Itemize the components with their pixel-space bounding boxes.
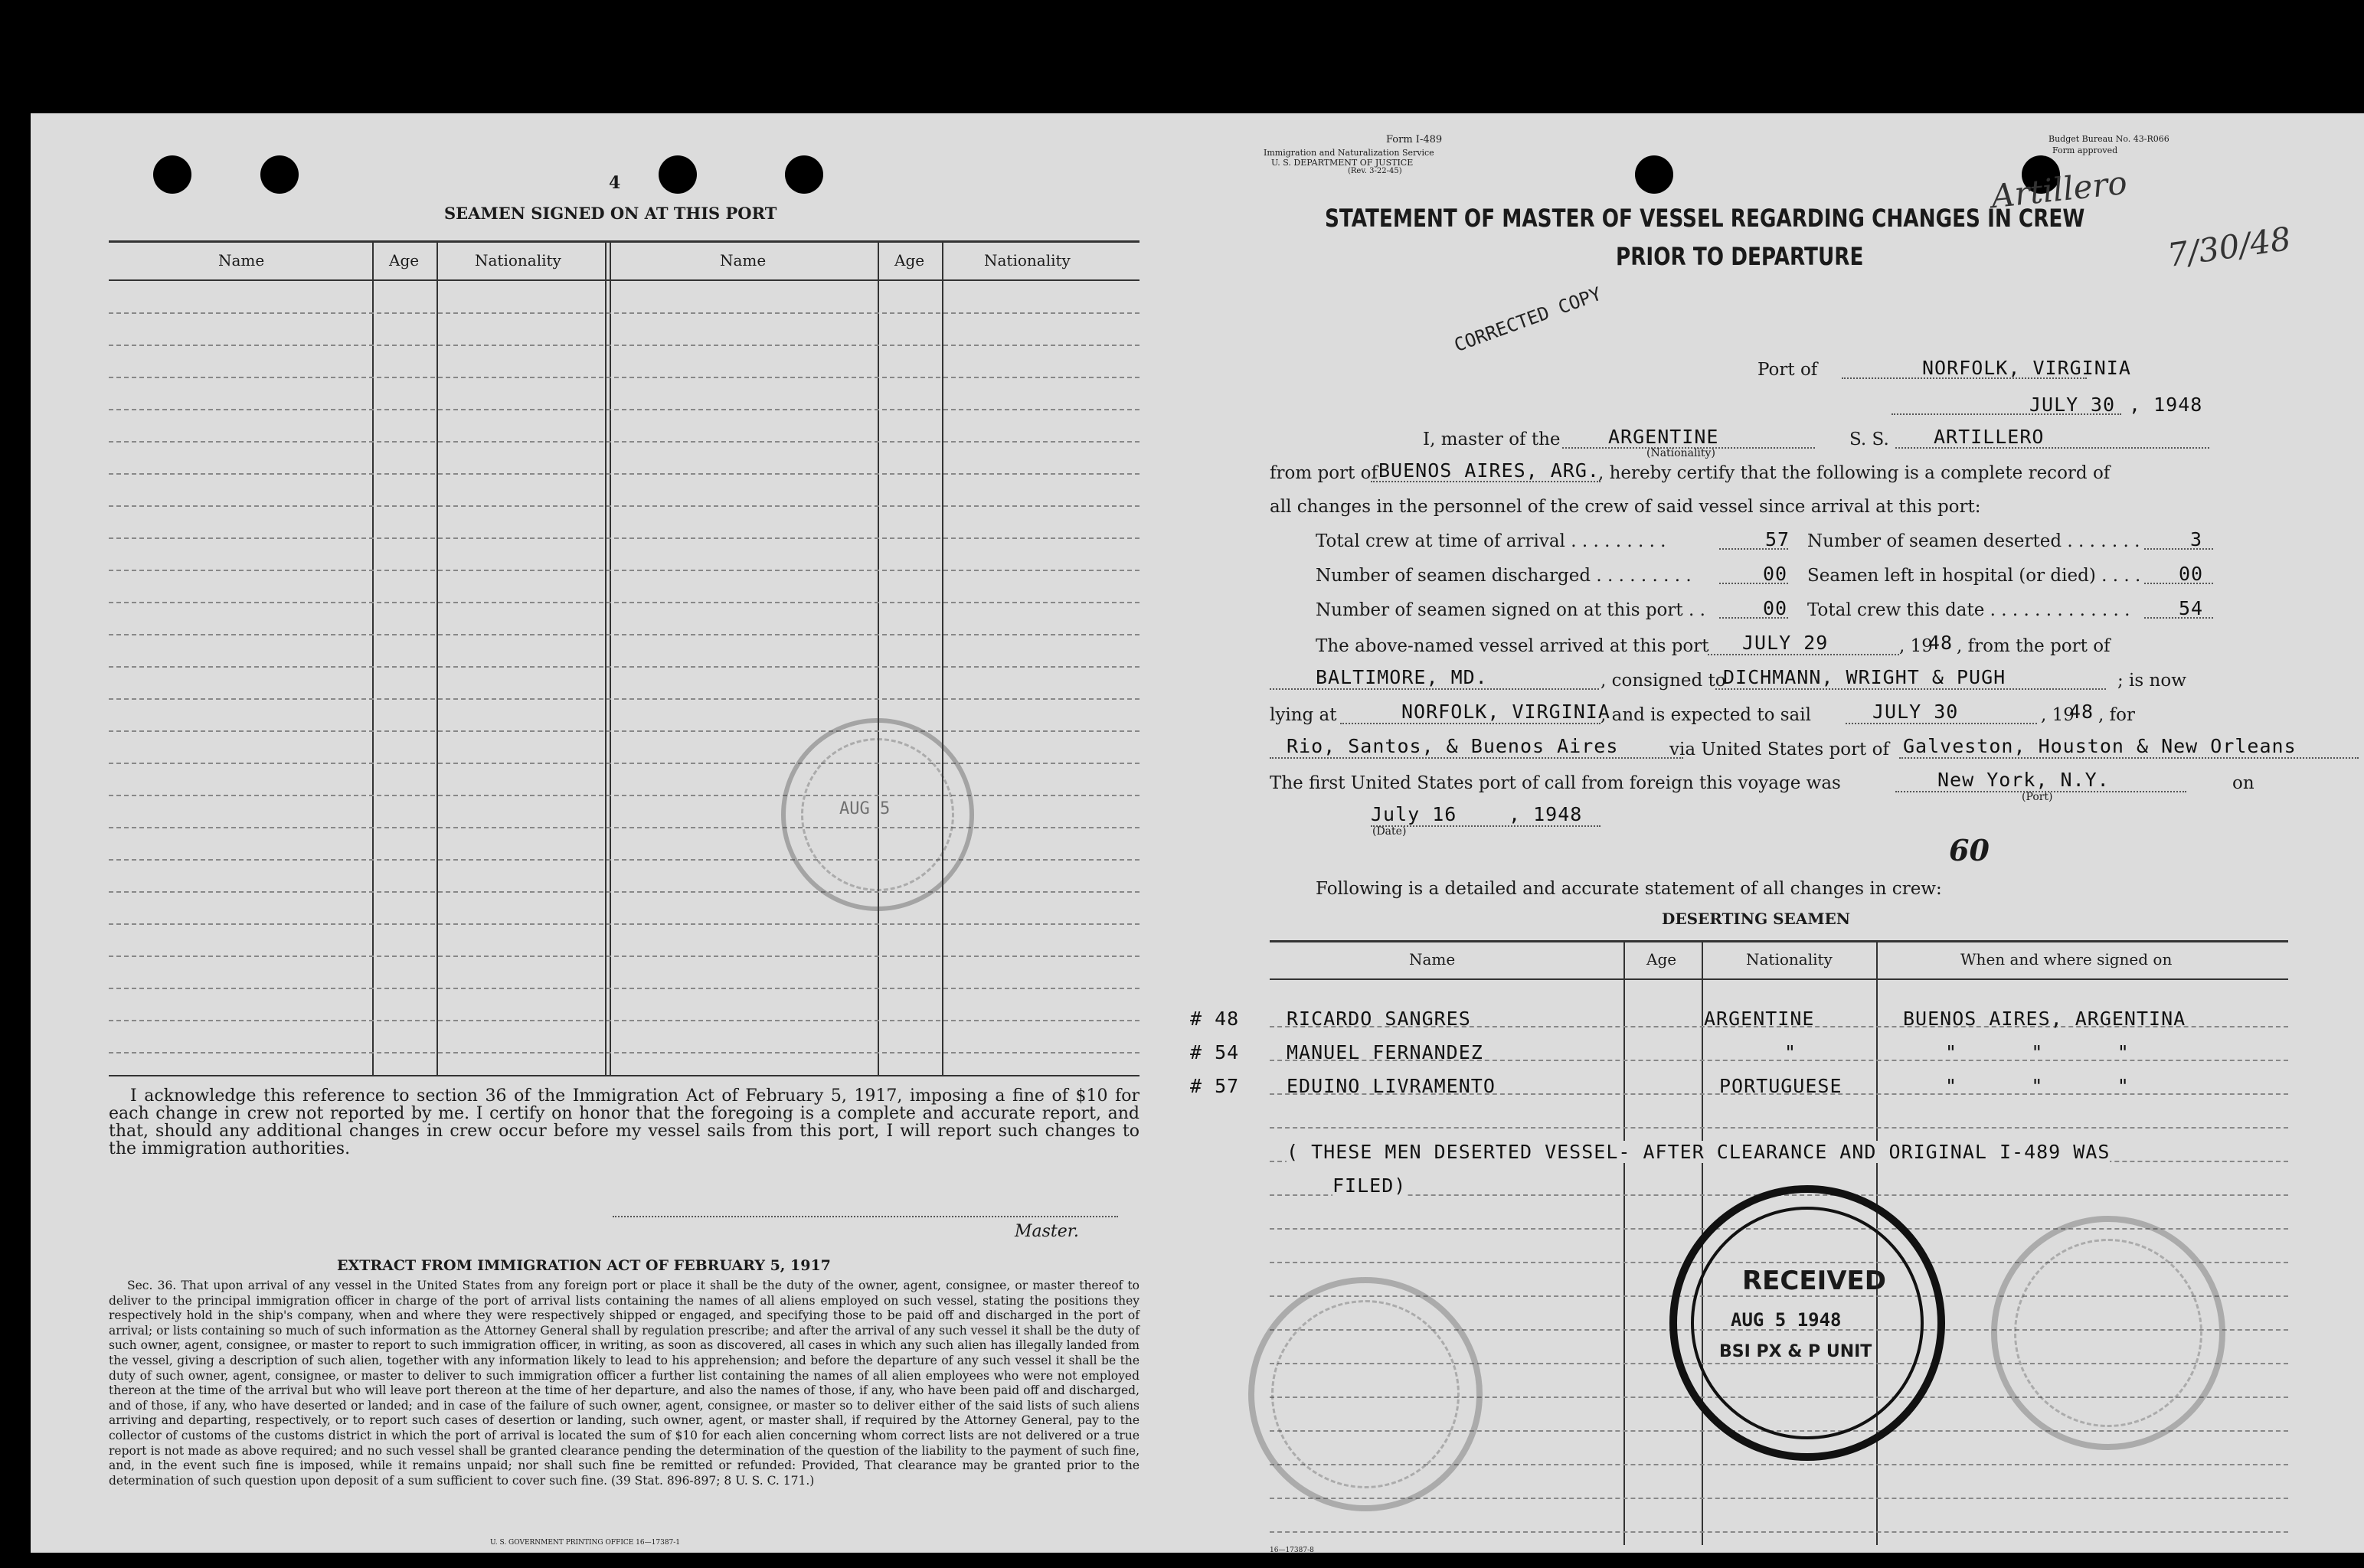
extract-title: EXTRACT FROM IMMIGRATION ACT OF FEBRUARY 5, 1917 <box>337 1257 831 1274</box>
agency-line: U. S. DEPARTMENT OF JUSTICE <box>1271 158 1414 168</box>
received-stamp <box>1669 1185 1945 1461</box>
footer-code: 16—17387-8 <box>1270 1547 1314 1554</box>
arrived-year-prefix: , 19 <box>1899 636 1933 656</box>
table-row-line <box>109 923 1139 925</box>
deserter-nationality: " <box>1784 1041 1797 1063</box>
extract-text: Sec. 36. That upon arrival of any vessel in the United States from any foreign port or place it shall be the duty of the owner, agent, consignee, or master thereof to deliver to the principal immigration officer in charge of the port of arrival lists containing the names of all aliens employed on such vessel, stating the positions they respectively hold in the ship's company, when and where they were respectively shipped or engaged, and specifying those to be paid off and discharged in the port of arrival; or lists containing so much of such information as the Attorney General shall by regulation prescribe; and after the arrival of any such vessel it shall be the duty of such owner, agent, consignee, or master to report to such immigration officer, in writing, as soon as discovered, all cases in which any such alien has illegally landed from the vessel, giving a description of such alien, together with any information likely to lead to his apprehension; and before the departure of any such vessel it shall be the duty of such owner, agent, consignee, or master to deliver to such immigration officer a further list containing the names of all alien employees who were not employed thereon at the time of the arrival but who will leave port thereon at the time of her departure, and also the names of those, if any, who have been paid off and discharged, and of those, if any, who have deserted or landed; and in case of the failure of such owner, agent, consignee, or master so to deliver either of the said lists of such aliens arriving and departing, respectively, or to report such cases of desertion or landing, such owner, agent, or master shall, if required by the Attorney General, pay to the collector of customs of the customs district in which the port of arrival is located the sum of $10 for each alien concerning whom correct lists are not delivered or a true report is not made as above required; and no such vessel shall be granted clearance pending the determination of the question of the liability to the payment of such fine, and, in the event such fine is imposed, while it remains unpaid; nor shall such fine be remitted or refunded: Provided, That clearance may be granted prior to the determination of such question upon deposit of a sum sufficient to cover such fine. (39 Stat. 896-897; 8 U. S. C. 171.) <box>109 1279 1139 1488</box>
table-row-line <box>109 1020 1139 1021</box>
table-row-line <box>109 537 1139 539</box>
lying-label: lying at <box>1270 705 1337 725</box>
punch-hole <box>153 155 191 194</box>
gpo-footer: U. S. GOVERNMENT PRINTING OFFICE 16—17387-1 <box>490 1539 681 1547</box>
table-row-line <box>109 1052 1139 1054</box>
port-value: NORFOLK, VIRGINIA <box>1922 357 2131 379</box>
table-row-line <box>1270 1531 2288 1533</box>
section-title: SEAMEN SIGNED ON AT THIS PORT <box>444 204 777 223</box>
deserter-signed-on: BUENOS AIRES, ARGENTINA <box>1903 1008 2186 1030</box>
column-header-name: Name <box>218 251 265 270</box>
date-caption: (Date) <box>1372 825 1407 838</box>
deserter-name: MANUEL FERNANDEZ <box>1287 1041 1483 1063</box>
form-subtitle: PRIOR TO DEPARTURE <box>1616 242 1864 271</box>
discharged-value: 00 <box>1763 563 1788 585</box>
us-ports-value: Galveston, Houston & New Orleans <box>1903 735 2297 757</box>
on-label: on <box>2232 773 2254 793</box>
row-number: # 57 <box>1190 1075 1240 1097</box>
total-crew-date-value: 54 <box>2179 597 2204 619</box>
certify-text: , hereby certify that the following is a complete record of <box>1598 463 2111 483</box>
handwritten-vessel-name: Artillero <box>1989 163 2129 216</box>
table-row-line <box>109 345 1139 346</box>
expected-label: , and is expected to sail <box>1601 705 1811 725</box>
table-row-line <box>109 698 1139 700</box>
table-row-line <box>109 570 1139 571</box>
deserter-name: EDUINO LIVRAMENTO <box>1287 1075 1496 1097</box>
table-row-line <box>109 312 1139 314</box>
agency-line: (Rev. 3-22-45) <box>1348 167 1402 175</box>
deserter-name: RICARDO SANGRES <box>1287 1008 1471 1030</box>
consignee-value: DICHMANN, WRIGHT & PUGH <box>1723 666 2006 688</box>
signed-on-label: Number of seamen signed on at this port . . <box>1316 600 1705 620</box>
hospital-label: Seamen left in hospital (or died) . . . . <box>1807 566 2141 586</box>
handwritten-number: 60 <box>1949 833 1990 867</box>
table-row-line <box>109 377 1139 378</box>
arrived-year: 48 <box>1928 632 1954 654</box>
table-row-line <box>1270 1498 2288 1499</box>
arrived-from-label: , from the port of <box>1957 636 2111 656</box>
column-header-name: Name <box>720 251 767 270</box>
received-stamp-faint <box>1248 1277 1483 1511</box>
nationality-caption: (Nationality) <box>1646 447 1715 459</box>
discharged-label: Number of seamen discharged . . . . . . . . . <box>1316 566 1692 586</box>
table-row-line <box>109 859 1139 861</box>
from-port-label: from port of <box>1270 463 1378 483</box>
stamp-date: AUG 5 1948 <box>1731 1309 1842 1331</box>
us-port-label: via United States port of <box>1669 740 1889 760</box>
deserting-column-name: Name <box>1409 950 1456 969</box>
hospital-value: 00 <box>2179 563 2204 585</box>
deserter-nationality: PORTUGUESE <box>1719 1075 1842 1097</box>
following-label: Following is a detailed and accurate statement of all changes in crew: <box>1316 879 1942 899</box>
sail-date: JULY 30 <box>1872 701 1959 723</box>
table-row-line <box>109 602 1139 603</box>
punch-hole <box>1635 155 1673 194</box>
date-year: , 1948 <box>2129 394 2203 416</box>
stamp-received: RECEIVED <box>1742 1266 1886 1296</box>
desertion-note: ( THESE MEN DESERTED VESSEL- AFTER CLEARANCE AND ORIGINAL I-489 WAS <box>1287 1141 2111 1163</box>
table-row-line <box>109 441 1139 443</box>
table-row-line <box>109 505 1139 507</box>
signed-on-value: 00 <box>1763 597 1788 619</box>
table-row-line <box>1270 1127 2288 1129</box>
received-stamp-faint <box>781 718 974 911</box>
deserted-label: Number of seamen deserted . . . . . . . <box>1807 531 2140 551</box>
deserting-column-age: Age <box>1646 950 1677 969</box>
port-caption: (Port) <box>2022 791 2053 803</box>
column-header-age: Age <box>894 251 925 270</box>
table-row-line <box>109 956 1139 957</box>
column-header-nationality: Nationality <box>475 251 561 270</box>
table-row-line <box>109 666 1139 668</box>
first-port-label: The first United States port of call from foreign this voyage was <box>1270 773 1841 793</box>
for-label: , for <box>2098 705 2135 725</box>
first-port-value: New York, N.Y. <box>1937 769 2110 791</box>
ss-label: S. S. <box>1849 430 1889 449</box>
handwritten-date: 7/30/48 <box>2165 219 2294 275</box>
total-crew-arrival-label: Total crew at time of arrival . . . . . . . . . <box>1316 531 1666 551</box>
destinations-value: Rio, Santos, & Buenos Aires <box>1287 735 1619 757</box>
deserting-title: DESERTING SEAMEN <box>1662 910 1850 928</box>
desertion-note: FILED) <box>1332 1174 1407 1197</box>
master-of-label: I, master of the <box>1423 430 1561 449</box>
arrived-label: The above-named vessel arrived at this port <box>1316 636 1709 656</box>
first-date-value: July 16 <box>1371 803 1457 825</box>
first-year-value: , 1948 <box>1509 803 1583 825</box>
column-header-nationality: Nationality <box>984 251 1071 270</box>
row-number: # 48 <box>1190 1008 1240 1030</box>
vessel-value: ARTILLERO <box>1934 426 2045 448</box>
table-row-line <box>109 827 1139 828</box>
form-approved: Form approved <box>2052 145 2118 155</box>
from-port-value: BUENOS AIRES, ARG. <box>1378 459 1600 482</box>
received-stamp-faint <box>1991 1216 2225 1450</box>
port-label: Port of <box>1757 360 1818 380</box>
form-number: Form I-489 <box>1386 134 1443 145</box>
stamp-unit: BSI PX & P UNIT <box>1719 1342 1872 1361</box>
column-header-age: Age <box>389 251 420 270</box>
nationality-value: ARGENTINE <box>1608 426 1719 448</box>
stamp-date: AUG 5 <box>839 799 891 818</box>
table-row-line <box>109 634 1139 635</box>
total-crew-arrival-value: 57 <box>1765 528 1790 550</box>
deserting-column-signed-on: When and where signed on <box>1960 950 2173 969</box>
page-number: 4 <box>609 173 621 193</box>
total-crew-date-label: Total crew this date . . . . . . . . . . . . . <box>1807 600 2130 620</box>
table-row-line <box>109 891 1139 893</box>
deserter-signed-on: " " " <box>1945 1041 2130 1063</box>
master-signature-label: Master. <box>1015 1222 1079 1241</box>
punch-hole <box>659 155 697 194</box>
right-page <box>1179 113 2364 1553</box>
form-title: STATEMENT OF MASTER OF VESSEL REGARDING CHANGES IN CREW <box>1325 204 2085 233</box>
consigned-label: , consigned to <box>1601 671 1726 691</box>
punch-hole <box>785 155 823 194</box>
deserter-signed-on: " " " <box>1945 1075 2130 1097</box>
budget-bureau: Budget Bureau No. 43-R066 <box>2048 134 2169 144</box>
table-row-line <box>109 409 1139 410</box>
date-day: 30 <box>2091 394 2116 416</box>
sail-year: 48 <box>2069 701 2094 723</box>
certify-text: all changes in the personnel of the crew of said vessel since arrival at this port: <box>1270 497 1981 517</box>
agency-line: Immigration and Naturalization Service <box>1264 148 1434 158</box>
table-row-line <box>109 763 1139 764</box>
left-page <box>31 113 1179 1553</box>
arrived-date: JULY 29 <box>1742 632 1829 654</box>
row-number: # 54 <box>1190 1041 1240 1063</box>
deserting-column-nationality: Nationality <box>1746 950 1833 969</box>
sail-year-prefix: , 19 <box>2041 705 2075 725</box>
deserter-nationality: ARGENTINE <box>1704 1008 1815 1030</box>
lying-value: NORFOLK, VIRGINIA <box>1401 701 1610 723</box>
previous-port-value: BALTIMORE, MD. <box>1316 666 1488 688</box>
table-row-line <box>109 988 1139 989</box>
deserted-value: 3 <box>2190 528 2203 550</box>
table-row-line <box>109 795 1139 796</box>
corrected-copy-stamp: CORRECTED COPY <box>1451 283 1604 357</box>
acknowledgement-text: I acknowledge this reference to section 36 of the Immigration Act of February 5, 1917, imposing a fine of $10 for each change in crew not reported by me. I certify on honor that the foregoing is a complete and accurate report, and that, should any additional changes in crew occur before my vessel sails from this port, I will report such changes to the immigration authorities. <box>109 1086 1139 1158</box>
date-month: JULY <box>2029 394 2079 416</box>
punch-hole <box>260 155 299 194</box>
table-row-line <box>109 730 1139 732</box>
table-row-line <box>109 473 1139 475</box>
is-now-label: ; is now <box>2117 671 2186 691</box>
